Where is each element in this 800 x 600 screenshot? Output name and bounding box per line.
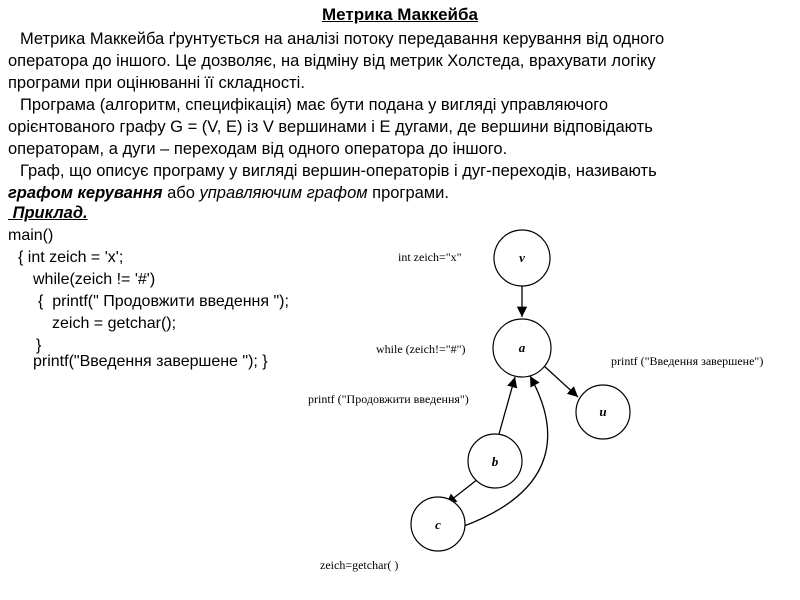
node-a <box>493 319 551 377</box>
node-b <box>468 434 522 488</box>
code-line-4: { printf(" Продовжити введення "); <box>38 293 289 310</box>
code-line-1: main() <box>8 227 54 244</box>
paragraph-3-line-1: Граф, що описує програму у вигляді вершин-операторів і дуг-переходів, називають <box>20 162 657 180</box>
paragraph-3-mid: або <box>162 184 200 202</box>
term-managing-graph: управляючим графом <box>199 184 368 202</box>
paragraph-1-line-2: оператора до іншого. Це дозволяє, на відміну від метрик Холстеда, врахувати логіку <box>8 52 656 70</box>
node-u <box>576 385 630 439</box>
annotation-v: int zeich="x" <box>398 250 462 264</box>
paragraph-1-line-3: програми при оцінюванні її складності. <box>8 74 305 92</box>
node-v <box>494 230 550 286</box>
node-u-label: u <box>599 404 607 419</box>
node-b-label: b <box>491 454 499 469</box>
code-line-3: while(zeich != '#') <box>33 271 156 288</box>
annotation-a: while (zeich!="#") <box>376 342 466 356</box>
term-control-graph: графом керування <box>8 184 163 202</box>
example-label: Приклад. <box>8 204 88 222</box>
code-line-5: zeich = getchar(); <box>52 315 177 332</box>
edge-a-b <box>499 377 515 434</box>
node-v-label: v <box>519 250 525 265</box>
annotation-u: printf ("Введення завершене") <box>611 354 764 368</box>
code-line-6: } <box>36 337 42 354</box>
code-line-2: { int zeich = 'x'; <box>18 249 124 266</box>
node-a-label: a <box>518 340 526 355</box>
paragraph-2-line-3: операторам, а дуги – переходам від одного оператора до іншого. <box>8 140 508 158</box>
code-line-7: printf("Введення завершене "); } <box>33 353 268 370</box>
node-c-label: c <box>435 517 441 532</box>
annotation-c: zeich=getchar( ) <box>320 558 399 572</box>
page-title: Метрика Маккейба <box>322 5 478 24</box>
annotation-b: printf ("Продовжити введення") <box>308 392 469 406</box>
paragraph-1-line-1: Метрика Маккейба ґрунтується на аналізі потоку передавання керування від одного <box>20 30 665 48</box>
paragraph-2-line-1: Програма (алгоритм, специфікація) має бути подана у вигляді управляючого <box>20 96 609 114</box>
node-c <box>411 497 465 551</box>
paragraph-2-line-2: орієнтованого графу G = (V, E) із V вершинами і E дугами, де вершини відповідають <box>8 118 653 136</box>
edge-a-u <box>543 365 578 397</box>
paragraph-3-end: програми. <box>367 184 449 202</box>
